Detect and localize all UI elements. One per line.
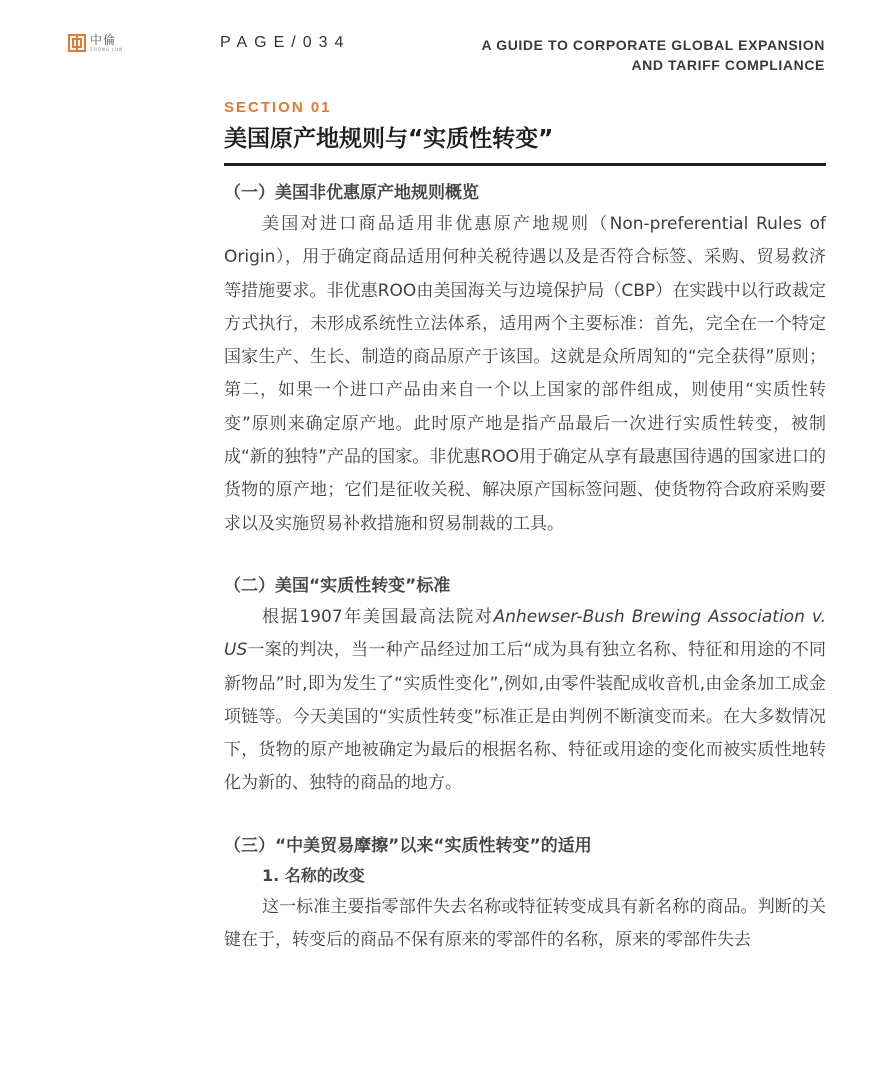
logo-text xyxy=(90,34,123,52)
logo-english: ZHONG LUN xyxy=(90,47,124,52)
guide-title-line-1: A GUIDE TO CORPORATE GLOBAL EXPANSION xyxy=(481,37,825,53)
guide-title xyxy=(482,35,825,75)
section-label: SECTION 01 xyxy=(224,99,332,116)
logo-chinese: 中倫 xyxy=(90,33,117,47)
part2-text-before-case: 根据1907年美国最高法院对 xyxy=(262,606,494,627)
section-title: 美国原产地规则与“实质性转变” xyxy=(224,126,554,152)
part3-subheading: 1. 名称的改变 xyxy=(262,865,365,885)
part3-paragraph: 这一标准主要指零部件失去名称或特征转变成具有新名称的商品。判断的关键在于，转变后的商品不保有原来的零部件的名称，原来的零部件失去 xyxy=(224,896,826,951)
company-logo xyxy=(68,34,123,52)
part3-heading: （三）“中美贸易摩擦”以来“实质性转变”的适用 xyxy=(224,835,592,856)
page-number: PAGE/034 xyxy=(220,34,351,51)
part2-heading: （二）美国“实质性转变”标准 xyxy=(224,575,451,596)
part2-paragraph xyxy=(224,601,826,801)
part2-text-after-case: 一案的判决，当一种产品经过加工后“成为具有独立名称、特征和用途的不同新物品”时,即为发生了“实质性变化”,例如,由零件装配成收音机,由金条加工成金项链等。今天美国的“实质性转变”标准正是由判例不断演变而来。在大多数情况下，货物的原产地被确定为最后的根据名称、特征或用途的变化而被实质性地转化为新的、独特的商品的地方。 xyxy=(224,640,826,794)
case-name: Anhewser-Bush Brewing Association v. US xyxy=(224,606,826,661)
spacer xyxy=(224,801,826,831)
part1-heading: （一）美国非优惠原产地规则概览 xyxy=(224,183,479,203)
guide-title-line-2: AND TARIFF COMPLIANCE xyxy=(631,57,825,73)
logo-mark-icon xyxy=(68,34,86,52)
article-body xyxy=(224,178,826,957)
spacer xyxy=(224,541,826,571)
section-divider xyxy=(224,163,826,166)
part1-paragraph: 美国对进口商品适用非优惠原产地规则（Non-preferential Rules of Origin），用于确定商品适用何种关税待遇以及是否符合标签、采购、贸易救济等措施要求。非优惠ROO由美国海关与边境保护局（CBP）在实践中以行政裁定方式执行，未形成系统性立法体系，适用两个主要标准：首先，完全在一个特定国家生产、生长、制造的商品原产于该国。这就是众所周知的“完全获得”原则；第二，如果一个进口产品由来自一个以上国家的部件组成，则使用“实质性转变”原则来确定原产地。此时原产地是指产品最后一次进行实质性转变，被制成“新的独特”产品的国家。非优惠ROO用于确定从享有最惠国待遇的国家进口的货物的原产地；它们是征收关税、解决原产国标签问题、使货物符合政府采购要求以及实施贸易补救措施和贸易制裁的工具。 xyxy=(224,214,826,534)
